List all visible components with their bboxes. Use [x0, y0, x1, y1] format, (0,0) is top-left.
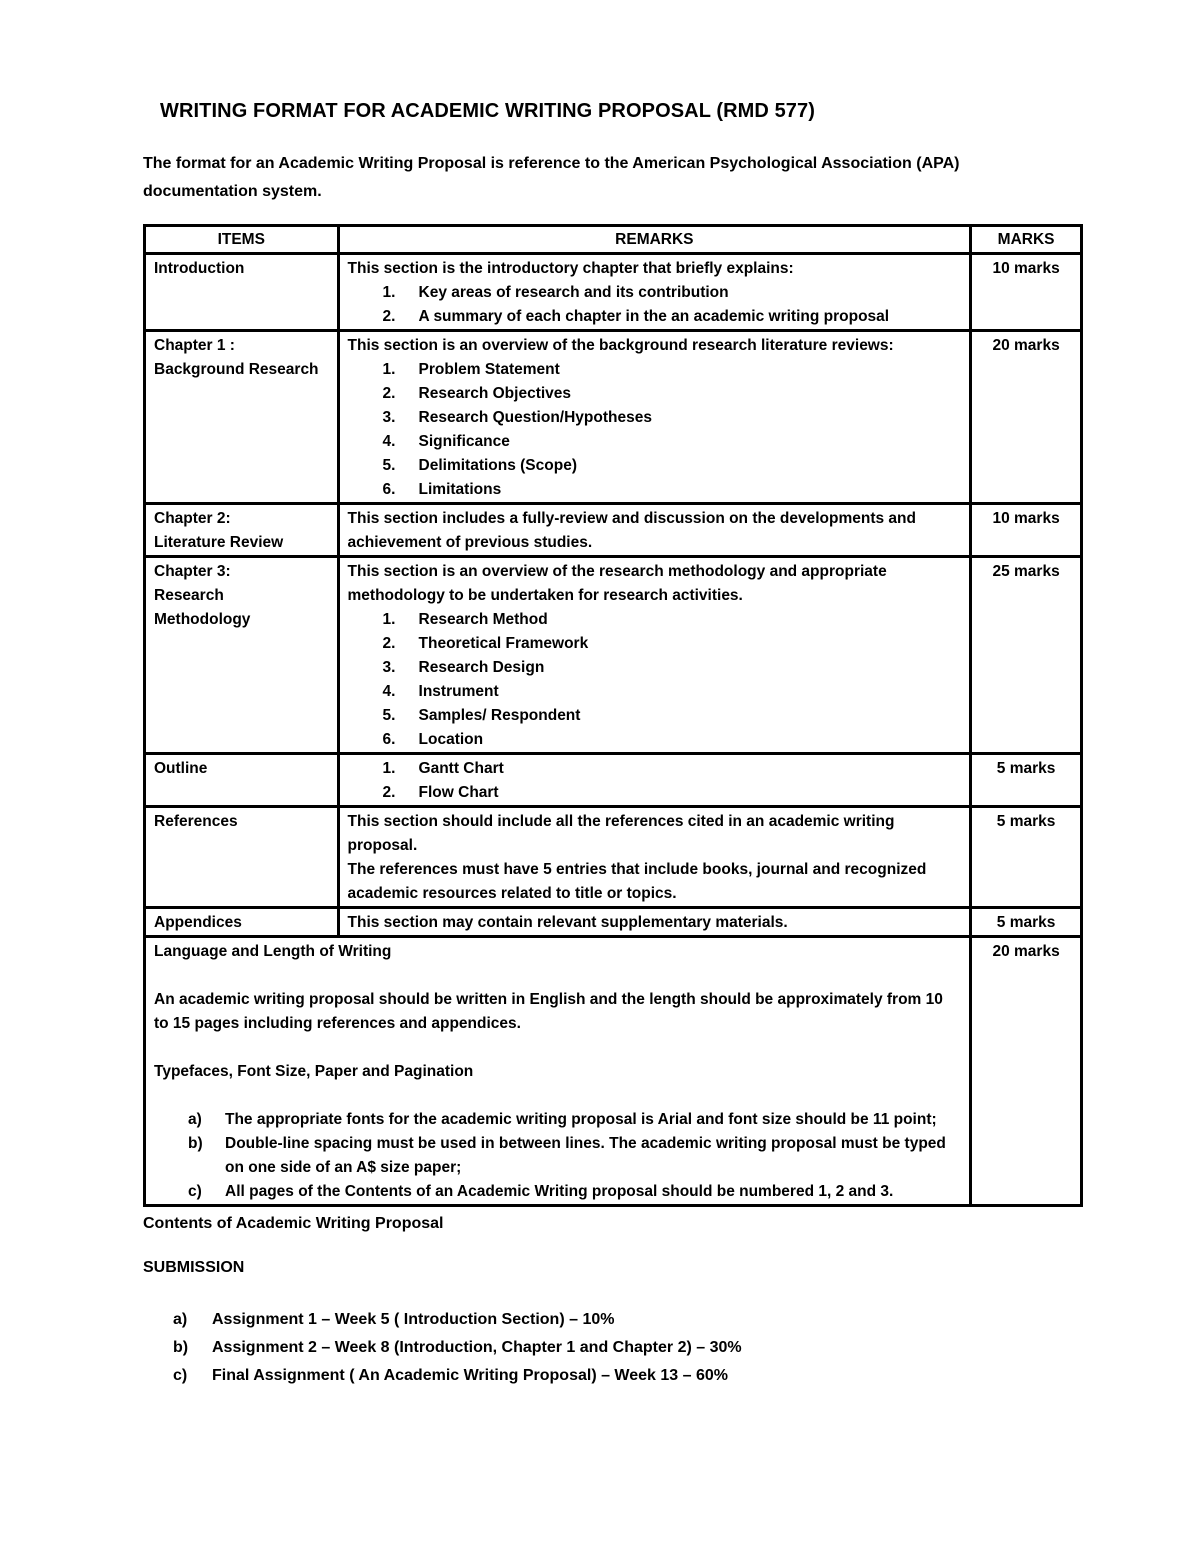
- list-number: 4.: [382, 433, 396, 450]
- list-text: Research Question/Hypotheses: [418, 409, 652, 426]
- list-number: 2.: [382, 308, 396, 325]
- list-text: Location: [418, 731, 484, 748]
- remarks-cell: [338, 254, 971, 331]
- remark-text: This section is the introductory chapter that briefly explains:: [347, 260, 794, 277]
- table-row: [145, 331, 1082, 504]
- list-number: 1.: [382, 284, 396, 301]
- list-number: 1.: [382, 361, 396, 378]
- remark-text: This section may contain relevant supplementary materials.: [347, 914, 788, 931]
- typeface-heading: Typefaces, Font Size, Paper and Pagination: [154, 1063, 474, 1080]
- language-cell: [145, 937, 971, 1206]
- list-item: [382, 680, 962, 704]
- table-row: [145, 754, 1082, 807]
- language-paragraph: An academic writing proposal should be written in English and the length should be approximately from 10 to 15 pages including references and appendices.: [154, 991, 943, 1032]
- list-item: [188, 1132, 961, 1180]
- intro-paragraph: The format for an Academic Writing Proposal is reference to the American Psychological Association (APA) documentation system.: [143, 155, 960, 200]
- list-number: 6.: [382, 731, 396, 748]
- table-row: [145, 908, 1082, 937]
- list-text: Research Design: [418, 659, 545, 676]
- list-item: [188, 1108, 961, 1132]
- list-item: [382, 305, 962, 329]
- marks-cell: 25 marks: [971, 557, 1082, 754]
- list-number: 1.: [382, 760, 396, 777]
- language-heading: Language and Length of Writing: [154, 943, 392, 960]
- header-marks: MARKS: [971, 226, 1082, 254]
- marks-cell: 10 marks: [971, 504, 1082, 557]
- marks-cell: 10 marks: [971, 254, 1082, 331]
- list-text: Significance: [418, 433, 510, 450]
- marks-cell: 20 marks: [971, 937, 1082, 1206]
- list-letter: a): [173, 1311, 188, 1328]
- list-item: [188, 1180, 961, 1204]
- list-text: Flow Chart: [418, 784, 499, 801]
- list-item: [382, 406, 962, 430]
- list-item: [382, 358, 962, 382]
- item-label: Background Research: [154, 361, 319, 378]
- submission-item: [143, 1306, 742, 1334]
- remarks-cell: [338, 331, 971, 504]
- list-number: 2.: [382, 385, 396, 402]
- remark-text: This section is an overview of the background research literature reviews:: [347, 337, 894, 354]
- item-cell: [145, 557, 339, 754]
- list-item: [382, 478, 962, 502]
- list-item: [382, 608, 962, 632]
- remark-text: The references must have 5 entries that include books, journal and recognized academic resources related to title or topics.: [347, 861, 927, 902]
- list-text: A summary of each chapter in the an academic writing proposal: [418, 308, 890, 325]
- header-items: ITEMS: [145, 226, 339, 254]
- table-row: [145, 807, 1082, 908]
- list-number: 3.: [382, 409, 396, 426]
- spacer: [154, 964, 961, 988]
- list-item: [382, 632, 962, 656]
- table-row-language: [145, 937, 1082, 1206]
- item-label: References: [154, 813, 238, 830]
- list-number: 2.: [382, 635, 396, 652]
- list-letter: a): [188, 1111, 202, 1128]
- list-text: Limitations: [418, 481, 502, 498]
- marks-cell: 5 marks: [971, 807, 1082, 908]
- list-item: [382, 728, 962, 752]
- list-text: Delimitations (Scope): [418, 457, 577, 474]
- remarks-cell: [338, 557, 971, 754]
- list-number: 6.: [382, 481, 396, 498]
- table-row: [145, 254, 1082, 331]
- list-number: 2.: [382, 784, 396, 801]
- list-letter: c): [188, 1183, 202, 1200]
- list-text: Assignment 2 – Week 8 (Introduction, Chapter 1 and Chapter 2) – 30%: [212, 1339, 742, 1356]
- item-label: Chapter 3:: [154, 563, 231, 580]
- remark-text: This section should include all the references cited in an academic writing proposal.: [347, 813, 895, 854]
- rubric-table: [143, 224, 1083, 1207]
- item-label: Introduction: [154, 260, 245, 277]
- item-cell: [145, 504, 339, 557]
- header-remarks: REMARKS: [338, 226, 971, 254]
- list-number: 5.: [382, 707, 396, 724]
- list-item: [382, 704, 962, 728]
- remark-list: [348, 608, 962, 752]
- remarks-cell: [338, 754, 971, 807]
- table-row: [145, 557, 1082, 754]
- list-text: Gantt Chart: [418, 760, 504, 777]
- list-item: [382, 281, 962, 305]
- list-text: Research Method: [418, 611, 548, 628]
- list-number: 5.: [382, 457, 396, 474]
- list-item: [382, 382, 962, 406]
- submission-item: [143, 1334, 742, 1362]
- item-label: Chapter 1 :: [154, 337, 235, 354]
- list-item: [382, 430, 962, 454]
- list-text: Research Objectives: [418, 385, 572, 402]
- list-text: Final Assignment ( An Academic Writing Proposal) – Week 13 – 60%: [212, 1367, 728, 1384]
- spacer: [154, 1036, 961, 1060]
- item-label: Literature Review: [154, 534, 284, 551]
- item-label: Chapter 2:: [154, 510, 231, 527]
- submission-heading: SUBMISSION: [143, 1259, 245, 1276]
- item-cell: [145, 254, 339, 331]
- list-item: [382, 656, 962, 680]
- list-text: The appropriate fonts for the academic writing proposal is Arial and font size should be 11 point;: [225, 1111, 937, 1128]
- typeface-list: [154, 1108, 961, 1204]
- table-header-row: [145, 226, 1082, 254]
- item-label: Methodology: [154, 611, 251, 628]
- list-text: Assignment 1 – Week 5 ( Introduction Section) – 10%: [212, 1311, 615, 1328]
- remark-list: [348, 281, 962, 329]
- item-cell: [145, 331, 339, 504]
- list-letter: b): [173, 1339, 189, 1356]
- item-cell: [145, 754, 339, 807]
- marks-cell: 5 marks: [971, 908, 1082, 937]
- remark-list: [348, 757, 962, 805]
- remark-list: [348, 358, 962, 502]
- list-item: [382, 454, 962, 478]
- remark-text: This section includes a fully-review and discussion on the developments and achievement of previous studies.: [347, 510, 916, 551]
- submission-list: [143, 1306, 742, 1390]
- list-number: 4.: [382, 683, 396, 700]
- remarks-cell: [338, 908, 971, 937]
- remark-text: This section is an overview of the research methodology and appropriate methodology to be undertaken for research activities.: [347, 563, 887, 604]
- item-label: Research: [154, 587, 224, 604]
- list-number: 3.: [382, 659, 396, 676]
- list-letter: b): [188, 1135, 203, 1152]
- remarks-cell: [338, 807, 971, 908]
- item-label: Appendices: [154, 914, 242, 931]
- list-text: Theoretical Framework: [418, 635, 589, 652]
- remarks-cell: [338, 504, 971, 557]
- list-item: [382, 781, 962, 805]
- item-cell: [145, 807, 339, 908]
- table-row: [145, 504, 1082, 557]
- list-text: Instrument: [418, 683, 499, 700]
- list-text: Double-line spacing must be used in between lines. The academic writing proposal must be typed on one side of an A$ size paper;: [225, 1135, 946, 1176]
- list-item: [382, 757, 962, 781]
- marks-cell: 20 marks: [971, 331, 1082, 504]
- item-label: Outline: [154, 760, 208, 777]
- list-text: Samples/ Respondent: [418, 707, 581, 724]
- marks-cell: 5 marks: [971, 754, 1082, 807]
- submission-item: [143, 1362, 742, 1390]
- document-title: WRITING FORMAT FOR ACADEMIC WRITING PROPOSAL (RMD 577): [160, 100, 816, 122]
- table-caption: Contents of Academic Writing Proposal: [143, 1215, 444, 1232]
- list-number: 1.: [382, 611, 396, 628]
- list-text: Problem Statement: [418, 361, 560, 378]
- list-text: All pages of the Contents of an Academic Writing proposal should be numbered 1, 2 and 3.: [225, 1183, 894, 1200]
- list-text: Key areas of research and its contribution: [418, 284, 729, 301]
- item-cell: [145, 908, 339, 937]
- list-letter: c): [173, 1367, 188, 1384]
